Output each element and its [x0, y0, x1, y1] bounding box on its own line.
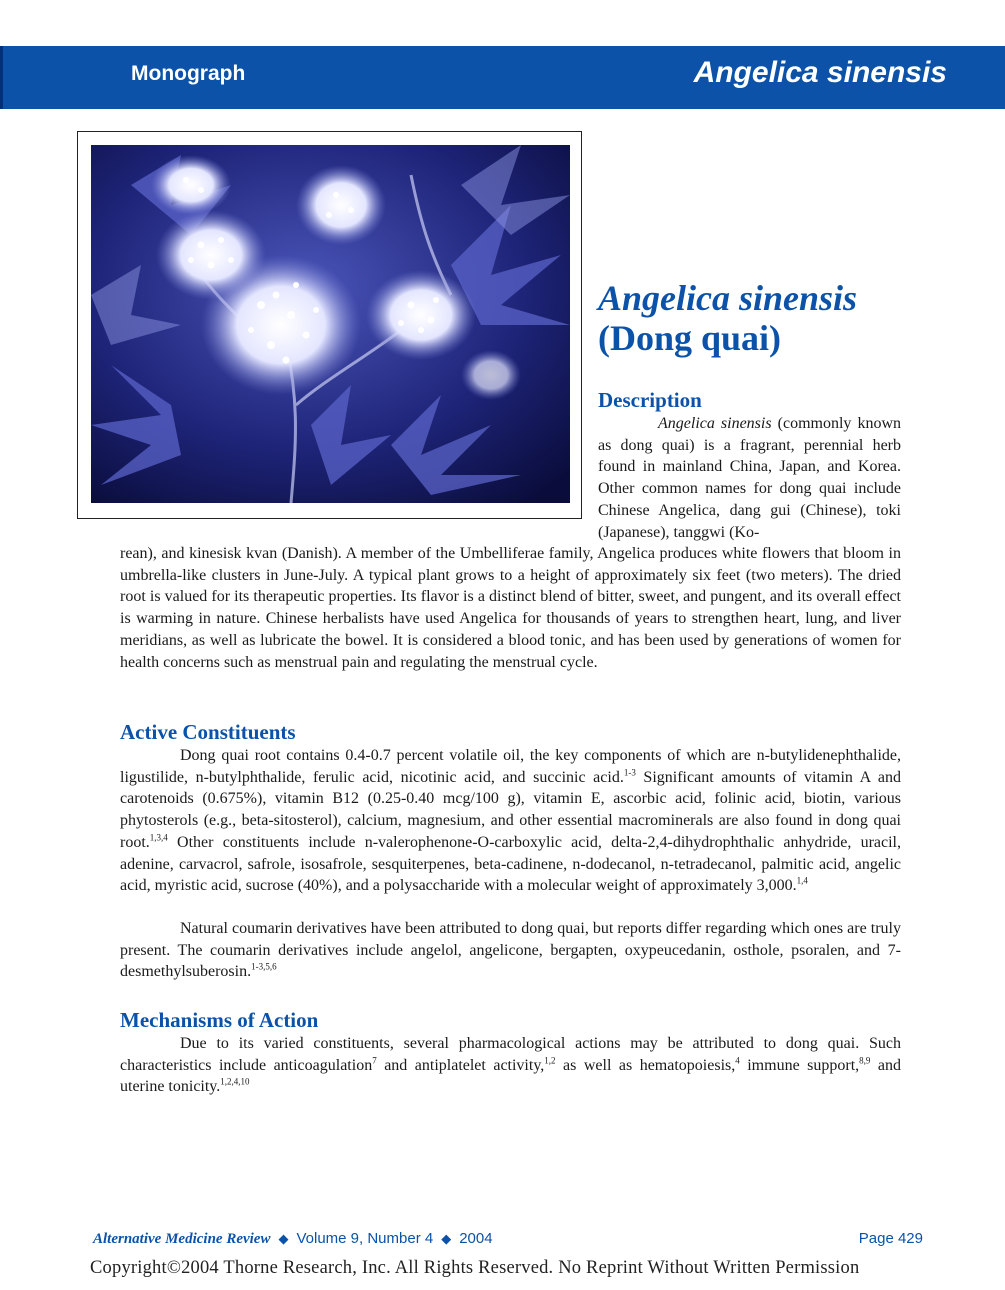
active-text-p2: Natural coumarin derivatives have been attributed to dong quai, but reports differ regarding which ones are truly present. The coumarin derivatives include angelol, angelicone, bergapten, oxypeucedanin, osthole, psoralen, and 7-desmethylsuberosin. [120, 920, 901, 981]
plant-photo-graphic [91, 145, 570, 503]
citation-ref: 4 [735, 1055, 740, 1066]
active-constituents-paragraph-2 [120, 918, 901, 983]
description-latin-name: Angelica sinensis [658, 415, 772, 432]
mechanisms-text-b: and antiplatelet activity, [376, 1056, 545, 1074]
section-label: Monograph [131, 62, 246, 85]
journal-name: Alternative Medicine Review [93, 1231, 271, 1247]
active-constituents-heading: Active Constituents [120, 720, 296, 744]
citation-ref: 1-3 [623, 767, 636, 778]
diamond-icon: ◆ [278, 1231, 289, 1246]
active-text-a: Dong quai root contains 0.4-0.7 percent volatile oil, the key components of which are n-butylidenephthalide, ligustilide, n-butylphthalide, ferulic acid, nicotinic acid, and succinic acid. [120, 747, 901, 786]
copyright-notice: Copyright©2004 Thorne Research, Inc. All Rights Reserved. No Reprint Without Written Permission [90, 1258, 860, 1278]
article-title-latin: Angelica sinensis [598, 278, 858, 318]
active-text-c: Other constituents include n-valerophenone-O-carboxylic acid, delta-2,4-dihydrophthalic anhydride, uracil, adenine, carvacrol, safrole, isosafrole, sesquiterpenes, beta-cadinene, n-dodecanol, n-tetradecanol, palmitic acid, angelic acid, myristic acid, sucrose (40%), and a polysaccharide with a molecular weight of approximately 3,000. [120, 833, 901, 895]
article-title [598, 278, 857, 358]
active-text-b: Significant amounts of vitamin A and carotenoids (0.675%), vitamin B12 (0.25-0.40 mcg/100 g), vitamin E, ascorbic acid, folinic acid, biotin, various phytosterols (e.g., beta-sitosterol), calcium, magnesium, and other essential macrominerals are also found in dong quai root. [120, 768, 902, 851]
citation-ref: 1-3,5,6 [251, 962, 277, 973]
plant-photo [91, 145, 570, 503]
description-paragraph-full: rean), and kinesisk kvan (Danish). A member of the Umbelliferae family, Angelica produces white flowers that bloom in umbrella-like clusters in June-July. A typical plant grows to a height of approximately six feet (two meters). The dried root is valued for its therapeutic properties. Its flavor is a distinct blend of bitter, sweet, and pungent, and its overall effect is warming in nature. Chinese herbalists have used Angelica for thousands of years to strengthen heart, lung, and liver meridians, as well as lubricate the bowel. It is considered a blood tonic, and has been used by generations of women for health concerns such as menstrual pain and regulating the menstrual cycle. [120, 545, 901, 671]
mechanisms-text-a: Due to its varied constituents, several pharmacological actions may be attributed to dong quai. Such characteristics include anticoagulation [120, 1035, 901, 1074]
description-heading: Description [598, 388, 702, 412]
citation-ref: 1,3,4 [149, 832, 168, 843]
header-bar [0, 46, 1005, 109]
citation-ref: 7 [372, 1055, 377, 1066]
mechanisms-text-e: and uterine tonicity. [120, 1056, 902, 1096]
diamond-icon: ◆ [441, 1231, 452, 1246]
description-paragraph-column [598, 413, 901, 543]
page-number: Page 429 [858, 1230, 923, 1247]
citation-ref: 1,4 [796, 875, 808, 886]
article-title-common: (Dong quai) [598, 318, 782, 358]
journal-year: 2004 [459, 1230, 493, 1247]
header-title: Angelica sinensis [693, 56, 947, 89]
description-text-column: (commonly known as dong quai) is a fragrant, perennial herb found in mainland China, Japan, and Korea. Other common names for dong quai include Chinese Angelica, dang gui (Chinese), toki (Japanese), tanggwi (Ko- [598, 415, 901, 541]
citation-ref: 1,2,4,10 [220, 1077, 250, 1088]
active-constituents-paragraph-1 [120, 745, 901, 897]
mechanisms-text-c: as well as hematopoiesis, [555, 1056, 736, 1074]
journal-issue: Volume 9, Number 4 [296, 1230, 434, 1247]
photo-frame [77, 131, 582, 519]
citation-ref: 8,9 [859, 1055, 871, 1066]
citation-ref: 1,2 [544, 1055, 556, 1066]
mechanisms-text-d: immune support, [739, 1056, 860, 1074]
mechanisms-paragraph [120, 1033, 901, 1098]
footer-journal [93, 1230, 493, 1248]
mechanisms-heading: Mechanisms of Action [120, 1008, 319, 1032]
